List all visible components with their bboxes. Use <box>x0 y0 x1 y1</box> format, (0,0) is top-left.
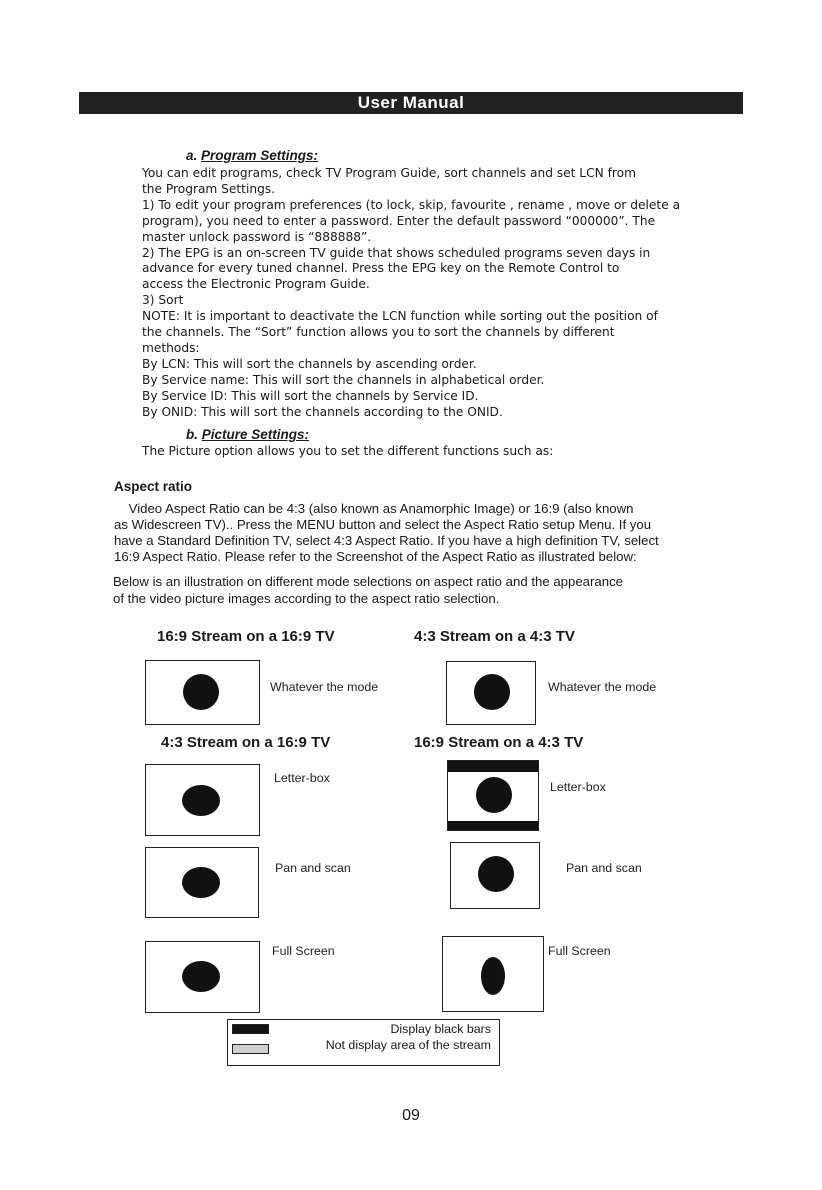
diagram-title-16-9-on-4-3: 16:9 Stream on a 4:3 TV <box>414 734 584 751</box>
aspect-ratio-heading: Aspect ratio <box>114 479 193 494</box>
text-line: By Service name: This will sort the channels in alphabetical order. <box>142 372 545 387</box>
picture-settings-title: Picture Settings: <box>201 427 310 442</box>
program-settings-prefix: a. <box>186 148 202 163</box>
picture-settings-text: The Picture option allows you to set the different functions such as: <box>142 444 554 458</box>
mode-label-pan-and-scan: Pan and scan <box>566 861 642 875</box>
tv-screen-16-9-fullscreen <box>145 941 260 1013</box>
mode-label-letterbox: Letter-box <box>274 771 330 785</box>
text-line: By ONID: This will sort the channels according to the ONID. <box>142 404 503 419</box>
page-title-banner: User Manual <box>79 92 743 114</box>
picture-circle <box>182 867 220 898</box>
text-line: as Widescreen TV).. Press the MENU button and select the Aspect Ratio setup Menu. If you <box>114 517 652 533</box>
legend-label-not-display-area: Not display area of the stream <box>325 1038 491 1052</box>
text-line: By LCN: This will sort the channels by ascending order. <box>142 356 477 371</box>
legend-label-black-bars: Display black bars <box>390 1022 491 1036</box>
mode-label-pan-and-scan: Pan and scan <box>275 861 351 875</box>
mode-label-whatever: Whatever the mode <box>270 680 379 694</box>
program-settings-body <box>142 166 762 421</box>
picture-ellipse-stretched <box>182 961 220 992</box>
tv-screen-4-3-letterbox <box>447 760 539 831</box>
text-line: have a Standard Definition TV, select 4:3 Aspect Ratio. If you have a high definition TV, select <box>114 533 659 549</box>
tv-screen-16-9 <box>145 660 260 725</box>
text-line: By Service ID: This will sort the channels by Service ID. <box>142 388 479 403</box>
text-line: 1) To edit your program preferences (to lock, skip, favourite , rename , move or delete a <box>142 197 681 212</box>
program-settings-heading <box>186 148 318 163</box>
text-line: program), you need to enter a password. Enter the default password “000000”. The <box>142 213 656 228</box>
mode-label-full-screen: Full Screen <box>548 944 611 958</box>
illustration-intro <box>113 574 623 607</box>
text-line: 3) Sort <box>142 293 184 308</box>
text-line: access the Electronic Program Guide. <box>142 277 370 292</box>
text-line: the channels. The “Sort” function allows you to sort the channels by different <box>142 325 615 340</box>
mode-label-letterbox: Letter-box <box>550 780 606 794</box>
legend-swatch-black <box>232 1024 269 1034</box>
mode-label-full-screen: Full Screen <box>272 944 335 958</box>
picture-settings-heading <box>186 427 309 442</box>
picture-settings-prefix: b. <box>186 427 202 442</box>
picture-circle <box>476 777 512 813</box>
diagram-title-16-9-on-16-9: 16:9 Stream on a 16:9 TV <box>157 628 335 645</box>
picture-circle <box>182 785 220 816</box>
picture-circle <box>478 856 514 892</box>
black-bar-top <box>448 761 538 772</box>
tv-screen-16-9-letterbox <box>145 764 260 836</box>
aspect-ratio-paragraph <box>114 501 774 565</box>
text-line: Below is an illustration on different mode selections on aspect ratio and the appearance <box>113 574 623 589</box>
tv-screen-4-3 <box>446 661 536 725</box>
tv-screen-4-3-panscan <box>450 842 540 909</box>
text-line: 16:9 Aspect Ratio. Please refer to the Screenshot of the Aspect Ratio as illustrated below: <box>114 549 637 565</box>
picture-circle <box>474 674 510 710</box>
text-line: You can edit programs, check TV Program Guide, sort channels and set LCN from <box>142 166 636 180</box>
diagram-title-4-3-on-4-3: 4:3 Stream on a 4:3 TV <box>414 628 575 645</box>
text-line: master unlock password is “888888”. <box>142 229 372 244</box>
mode-label-whatever: Whatever the mode <box>548 680 657 694</box>
text-line: 2) The EPG is an on-screen TV guide that shows scheduled programs seven days in <box>142 245 651 260</box>
legend-box <box>227 1019 500 1066</box>
legend-swatch-grey <box>232 1044 269 1054</box>
picture-ellipse-squeezed <box>481 957 505 995</box>
page-number: 09 <box>402 1107 420 1124</box>
black-bar-bottom <box>448 821 538 830</box>
text-line: of the video picture images according to the aspect ratio selection. <box>113 590 500 606</box>
tv-screen-16-9-panscan <box>145 847 259 918</box>
text-line: the Program Settings. <box>142 181 276 196</box>
tv-screen-4-3-fullscreen <box>442 936 544 1012</box>
program-settings-title: Program Settings: <box>201 148 319 163</box>
text-line: advance for every tuned channel. Press the EPG key on the Remote Control to <box>142 261 620 276</box>
text-line: NOTE: It is important to deactivate the LCN function while sorting out the position of <box>142 309 658 324</box>
text-line: Video Aspect Ratio can be 4:3 (also known as Anamorphic Image) or 16:9 (also known <box>114 501 634 516</box>
diagram-title-4-3-on-16-9: 4:3 Stream on a 16:9 TV <box>161 734 331 751</box>
picture-circle <box>183 674 219 710</box>
text-line: methods: <box>142 340 200 355</box>
